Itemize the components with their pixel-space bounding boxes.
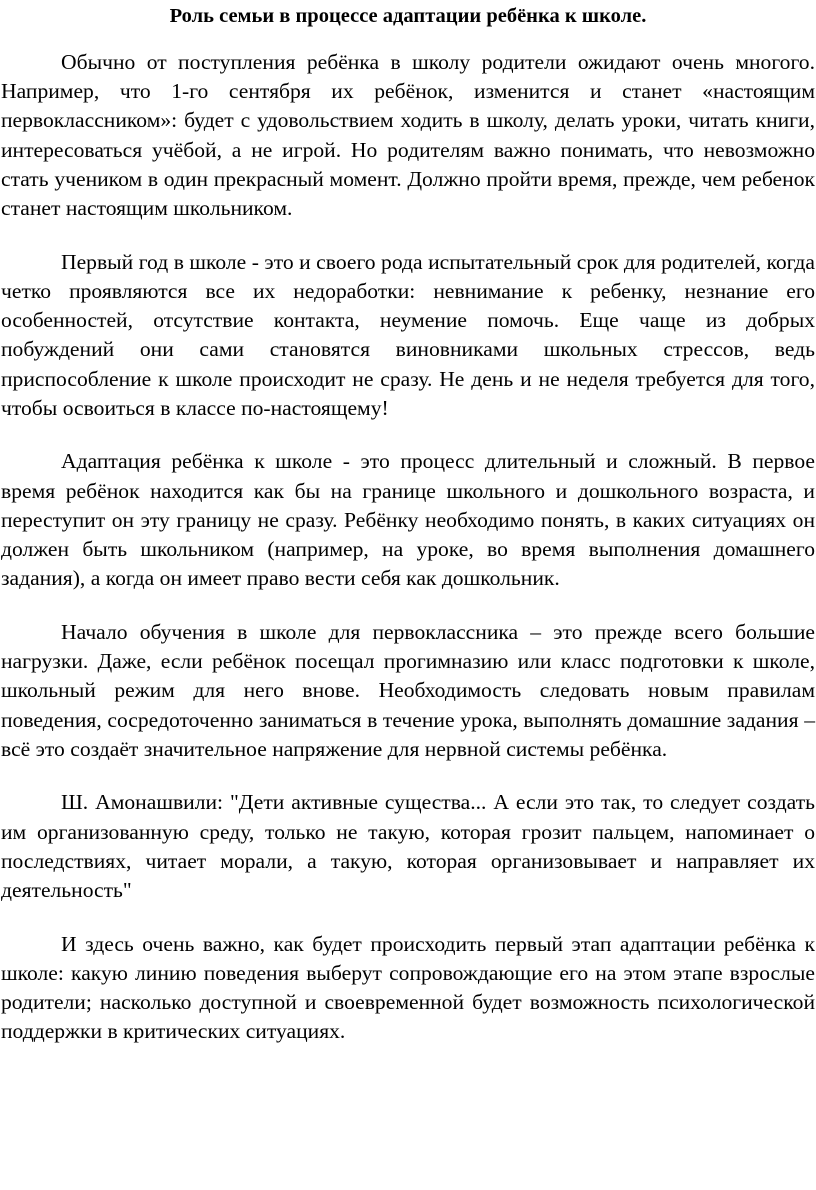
paragraph-workload: Начало обучения в школе для первоклассника – это прежде всего большие нагрузки. Даже, если ребёнок посещал прогимназию или класс подготовки к школе, школьный режим для него внове. Необходимость следовать новым правилам поведения, сосредоточенно заниматься в течение урока, выполнять домашние задания – всё это создаёт значительное напряжение для нервной системы ребёнка. (1, 619, 815, 761)
paragraph-amonashvili-quote: Ш. Амонашвили: "Дети активные существа... А если это так, то следует создать им организованную среду, только не такую, которая грозит пальцем, напоминает о последствиях, читает морали, а такую, которая организовывает и направляет их деятельность" (1, 790, 815, 903)
paragraph-expectations: Обычно от поступления ребёнка в школу родители ожидают очень многого. Например, что 1-го сентября их ребёнок, изменится и станет «настоящим первоклассником»: будет с удовольствием ходить в школу, делать уроки, читать книги, интересоваться учёбой, а не игрой. Но родителям важно понимать, что невозможно стать учеником в один прекрасный момент. Должно пройти время, прежде, чем ребенок станет настоящим школьником. (1, 50, 815, 221)
paragraph-first-year: Первый год в школе - это и своего рода испытательный срок для родителей, когда четко проявляются все их недоработки: невнимание к ребенку, незнание его особенностей, отсутствие контакта, неумение помочь. Еще чаще из добрых побуждений они сами становятся виновниками школьных стрессов, ведь приспособление к школе происходит не сразу. Не день и не неделя требуется для того, чтобы освоиться в классе по-настоящему! (1, 249, 815, 420)
paragraph-first-stage: И здесь очень важно, как будет происходить первый этап адаптации ребёнка к школе: какую линию поведения выберут сопровождающие его на этом этапе взрослые родители; насколько доступной и своевременной будет возможность психологической поддержки в критических ситуациях. (1, 931, 815, 1044)
document-title: Роль семьи в процессе адаптации ребёнка к школе. (169, 5, 647, 27)
paragraph-adaptation: Адаптация ребёнка к школе - это процесс длительный и сложный. В первое время ребёнок находится как бы на границе школьного и дошкольного возраста, и переступит он эту границу не сразу. Ребёнку необходимо понять, в каких ситуациях он должен быть школьником (например, на уроке, во время выполнения домашнего задания), а когда он имеет право вести себя как дошкольник. (1, 449, 815, 591)
